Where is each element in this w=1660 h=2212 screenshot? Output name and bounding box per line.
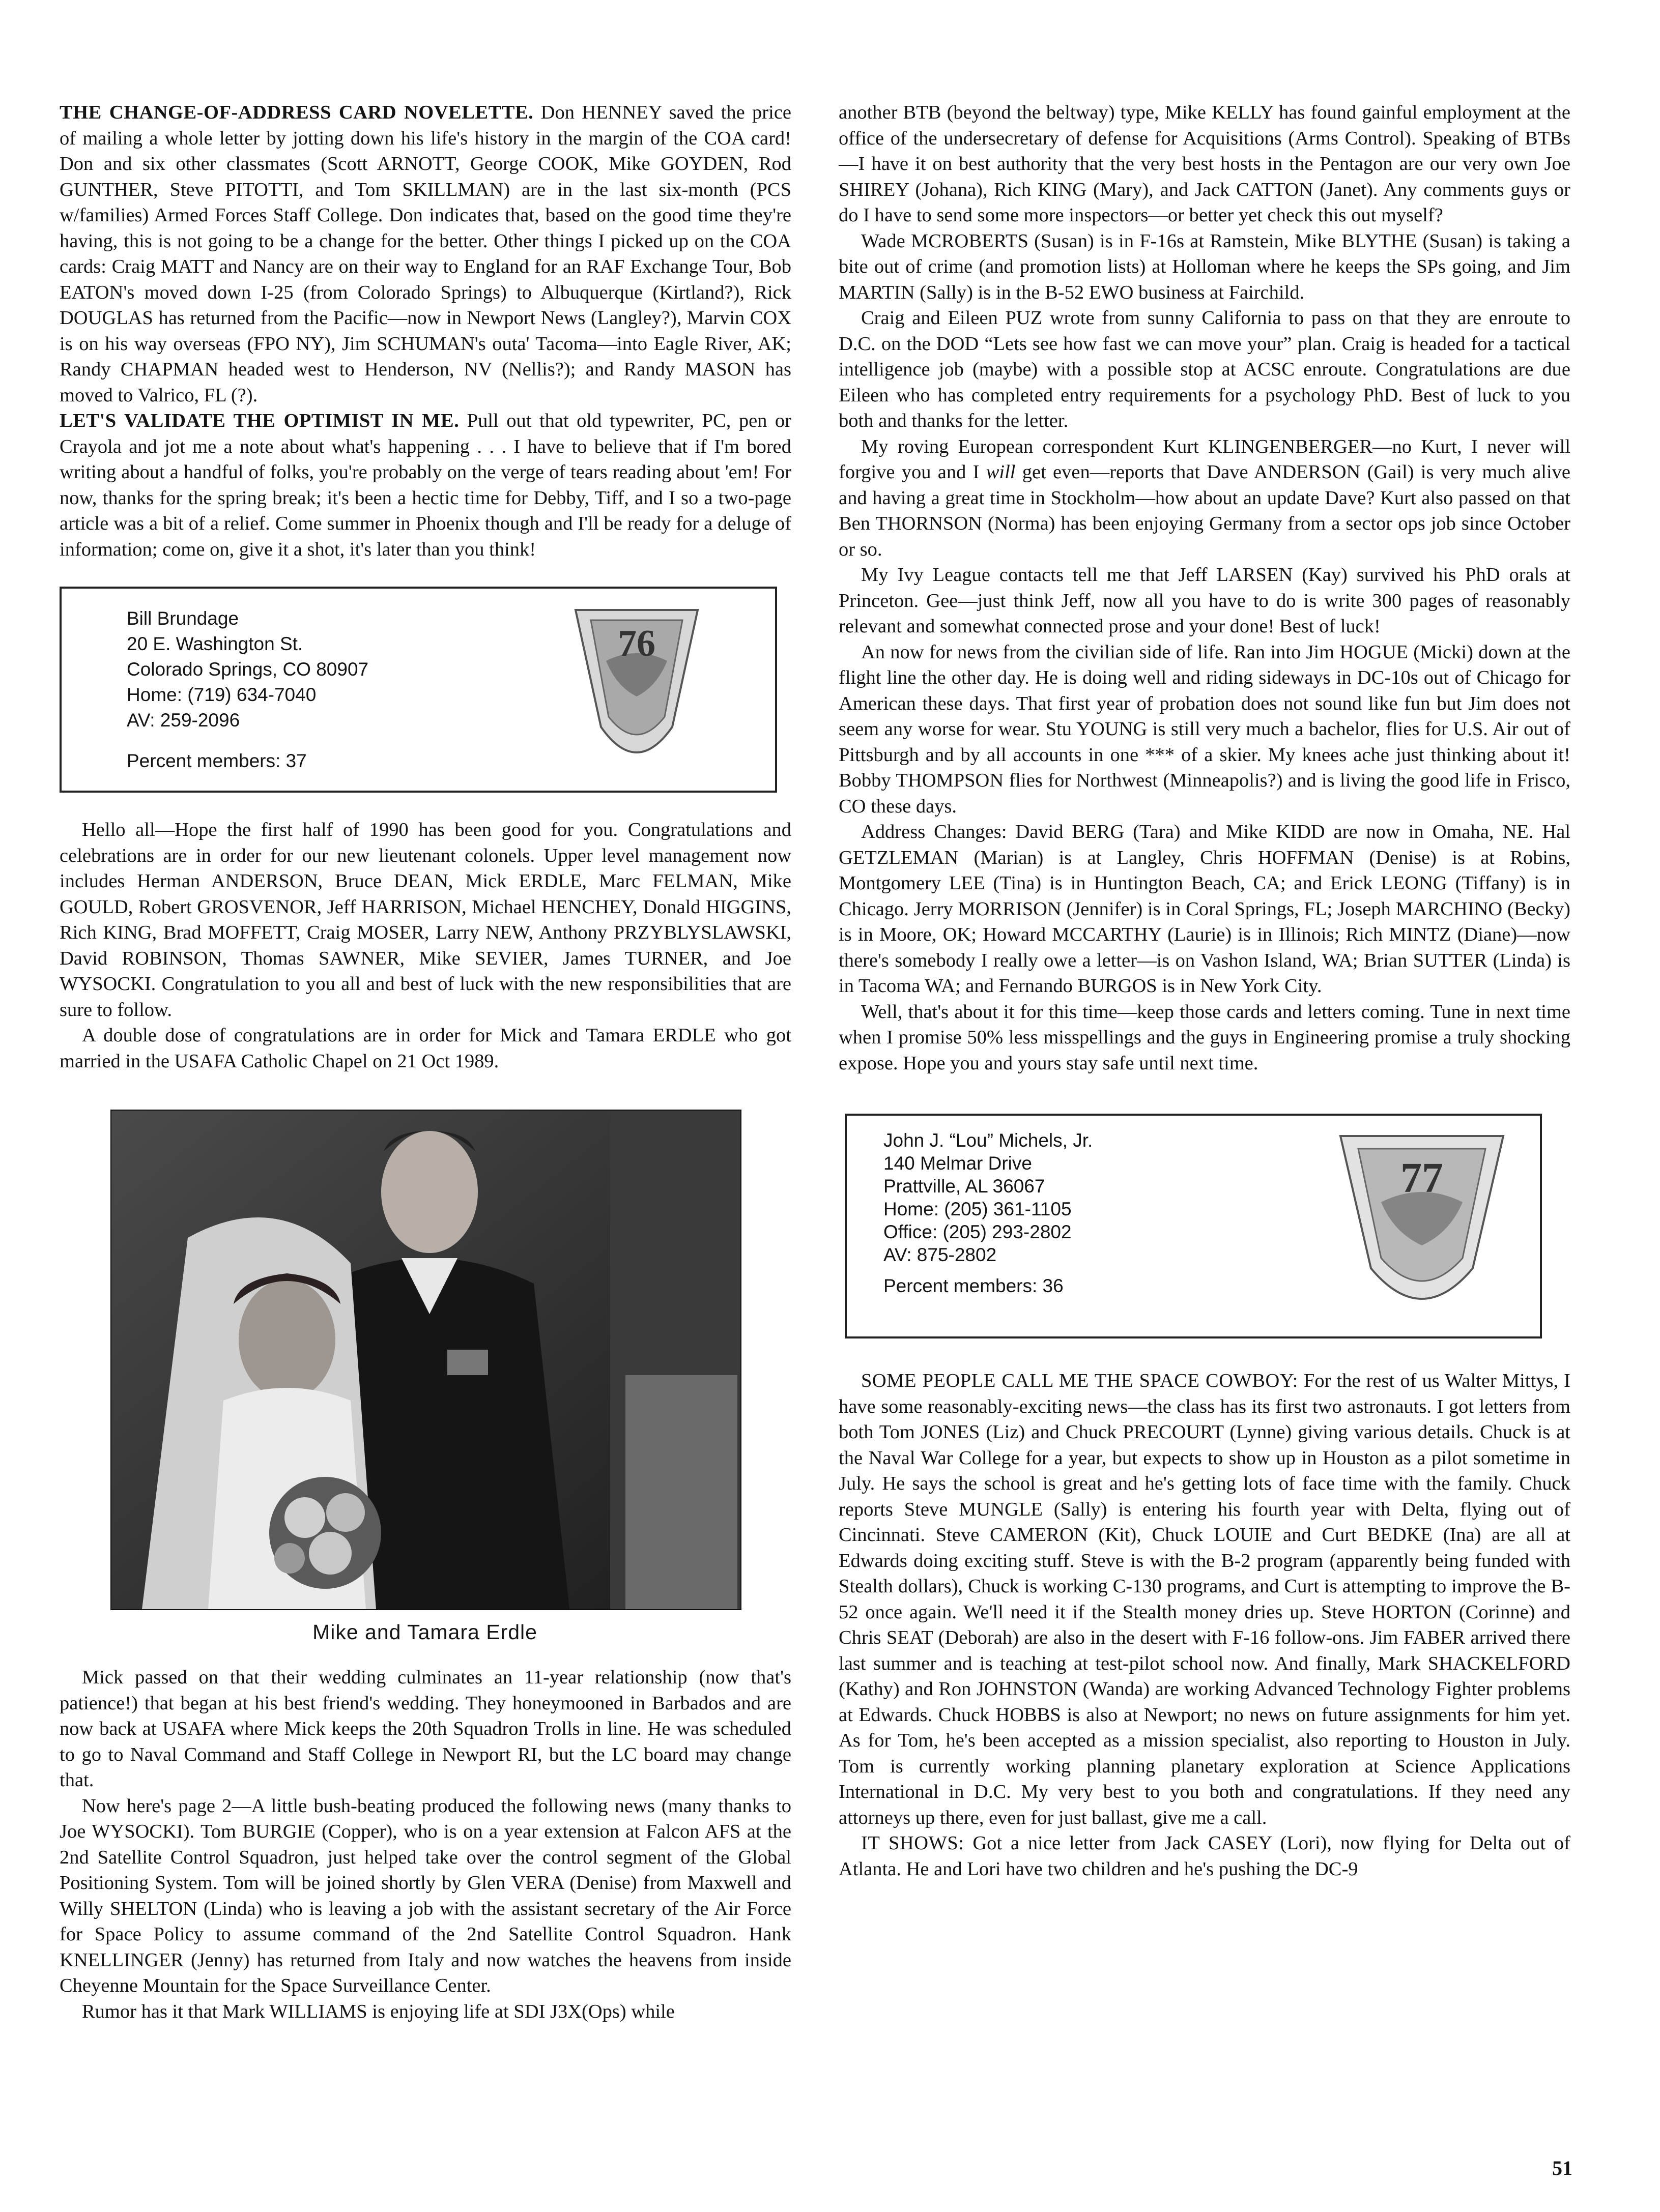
wedding-photo-image — [111, 1111, 740, 1609]
percent-members-77: Percent members: 36 — [883, 1275, 1064, 1296]
contact-address — [127, 606, 368, 774]
contact-name: Bill Brundage — [127, 608, 239, 629]
contact-street: 20 E. Washington St. — [127, 633, 303, 654]
contact-name-77: John J. “Lou” Michels, Jr. — [883, 1130, 1093, 1151]
heading-space-cowboy: SOME PEOPLE CALL ME THE SPACE COWBOY: — [861, 1370, 1298, 1391]
class-crest-77-icon — [1335, 1126, 1508, 1329]
contact-home-phone: Home: (719) 634-7040 — [127, 684, 317, 705]
paragraph-civilian: An now for news from the civilian side of life. Ran into Jim HOGUE (Micki) down at the flight line the other day. He is doing well and riding sideways in DC-10s out of Chicago for American these days. That first year of probation does not sound like fun but Jim does not seem any worse for wear. Stu YOUNG is still very much a bachelor, flies for U.S. Air out of Pittsburgh and by all accounts in one *** of a skier. My knees ache just thinking about it! Bobby THOMPSON flies for Northwest (Minneapolis?) and is living the good life in Frisco, CO these days. — [839, 641, 1570, 817]
wedding-photo — [110, 1110, 741, 1610]
crest-76-label: 76 — [618, 623, 655, 664]
contact-city-77: Prattville, AL 36067 — [883, 1176, 1045, 1197]
paragraph-mcroberts: Wade MCROBERTS (Susan) is in F-16s at Ramstein, Mike BLYTHE (Susan) is taking a bite out of crime (and promotion lists) at Holloman where he keeps the SPs going, and Jim MARTIN (Sally) is in the B-52 EWO business at Fairchild. — [839, 230, 1570, 303]
paragraph-european-emphasis: will — [986, 461, 1016, 483]
crest-77-label: 77 — [1400, 1154, 1443, 1202]
paragraph-rumor: Rumor has it that Mark WILLIAMS is enjoying life at SDI J3X(Ops) while — [82, 2000, 675, 2022]
left-column — [60, 100, 791, 2024]
heading-it-shows: IT SHOWS: — [861, 1832, 964, 1854]
paragraph-space-cowboy — [839, 1368, 1570, 1830]
contact-office-phone-77: Office: (205) 293-2802 — [883, 1221, 1072, 1242]
paragraph-optimist-text: Pull out that old typewriter, PC, pen or Crayola and jot me a note about what's happening . . . I have to believe that if I'm bored writing about a handful of folks, you're probably on the verge of tears reading about 'em! For now, thanks for the spring break; it's been a hectic time for Debby, Tiff, and I so a two-page article was a bit of a relief. Come summer in Phoenix though and I'll be ready for a deluge of information; come on, give it a shot, it's later than you think! — [60, 410, 791, 560]
heading-coa: THE CHANGE-OF-ADDRESS CARD NOVELETTE. — [60, 102, 534, 123]
contact-av-77: AV: 875-2802 — [883, 1244, 997, 1265]
heading-optimist: LET'S VALIDATE THE OPTIMIST IN ME. — [60, 410, 460, 431]
paragraph-puz: Craig and Eileen PUZ wrote from sunny California to pass on that they are enroute to D.C. on the DOD “Lets see how fast we can move your” plan. Craig is headed for a tactical intelligence job (maybe) with a possible stop at ACSC enroute. Congratulations are due Eileen who has completed entry requirements for a psychology PhD. Best of luck to you both and thanks for the letter. — [839, 307, 1570, 431]
class-76-contact-box — [60, 587, 777, 793]
paragraph-coa — [60, 100, 791, 408]
paragraph-european-part1: My roving European correspondent Kurt KLINGENBERGER—no Kurt, I never will forgive you and I — [839, 435, 1570, 483]
paragraph-double-dose: A double dose of congratulations are in order for Mick and Tamara ERDLE who got married in the USAFA Catholic Chapel on 21 Oct 1989. — [60, 1025, 791, 1072]
paragraph-coa-text: Don HENNEY saved the price of mailing a whole letter by jotting down his life's history in the margin of the COA card! Don and six other classmates (Scott ARNOTT, George COOK, Mike GOYDEN, Rod GUNTHER, Steve PITOTTI, and Tom SKILLMAN) are in the last six-month (PCS w/families) Armed Forces Staff College. Don indicates that, based on the good time they're having, this is not going to be a change for the better. Other things I picked up on the COA cards: Craig MATT and Nancy are on their way to England for an RAF Exchange Tour, Bob EATON's moved down I-25 (from Colorado Springs) to Albuquerque (Kirtland?), Rick DOUGLAS has returned from the Pacific—now in Newport News (Langley?), Marvin COX is on his way overseas (FPO NY), Jim SCHUMAN's outa' Tacoma—into Eagle River, AK; Randy CHAPMAN headed west to Henderson, NV (Nellis?); and Randy MASON has moved to Valrico, FL (?). — [60, 102, 791, 406]
paragraph-it-shows — [839, 1830, 1570, 1882]
paragraph-optimist — [60, 408, 791, 562]
contact-av: AV: 259-2096 — [127, 710, 240, 731]
paragraph-space-cowboy-text: For the rest of us Walter Mittys, I have some reasonably-exciting news—the class has its first two astronauts. I got letters from both Tom JONES (Liz) and Chuck PRECOURT (Lynne) giving various details. Chuck is at the Naval War College for a year, but expects to show up in Houston as a pilot sometime in July. He says the school is great and he's getting lots of face time with the family. Chuck reports Steve MUNGLE (Sally) is entering his fourth year with Delta, flying out of Cincinnati. Steve CAMERON (Kit), Chuck LOUIE and Curt BEDKE (Ina) are all at Edwards doing exciting stuff. Steve is with the B-2 program (apparently being funded with Stealth dollars), Chuck is working C-130 programs, and Curt is attempting to improve the B-52 once again. We'll need it if the Stealth money dries up. Steve HORTON (Corinne) and Chris SEAT (Deborah) are also in the desert with F-16 follow-ons. Jim FABER arrived there last summer and is teaching at test-pilot school now. And finally, Mark SHACKELFORD (Kathy) and Ron JOHNSTON (Wanda) are working Advanced Technology Fighter problems at Edwards. Chuck HOBBS is also at Newport; no news on future assignments for him yet. As for Tom, he's been accepted as a mission specialist, also reporting to Houston in July. Tom is currently working planning planetary exploration at Science Applications International in D.C. My very best to you both and congratulations. If they need any attorneys up there, even for just ballast, give me a call. — [839, 1370, 1571, 1828]
paragraph-page-two: Now here's page 2—A little bush-beating produced the following news (many thanks to Joe WYSOCKI). Tom BURGIE (Copper), who is on a year extension at Falcon AFS at the 2nd Satellite Control Squadron, just helped take over the control segment of the Global Positioning System. Tom will be joined shortly by Glen VERA (Denise) from Maxwell and Willy SHELTON (Linda) who is leaving a job with the assistant secretary of the Air Force for Space Policy to assume command of the 2nd Satellite Control Squadron. Hank KNELLINGER (Jenny) has returned from Italy and now watches the heavens from inside Cheyenne Mountain for the Space Surveillance Center. — [60, 1795, 791, 1996]
paragraph-hello: Hello all—Hope the first half of 1990 has been good for you. Congratulations and celebrations are in order for our new lieutenant colonels. Upper level management now includes Herman ANDERSON, Bruce DEAN, Mick ERDLE, Marc FELMAN, Mike GOULD, Robert GROSVENOR, Jeff HARRISON, Michael HENCHEY, Donald HIGGINS, Rich KING, Brad MOFFETT, Craig MOSER, Larry NEW, Anthony PRZYBLYSLAWSKI, David ROBINSON, Thomas SAWNER, Mike SEVIER, James TURNER, and Joe WYSOCKI. Congratulation to you all and best of luck with the new responsibilities that are sure to follow. — [60, 819, 791, 1021]
paragraph-address-changes: Address Changes: David BERG (Tara) and Mike KIDD are now in Omaha, NE. Hal GETZLEMAN (Marian) is at Langley, Chris HOFFMAN (Denise) is at Robins, Montgomery LEE (Tina) is in Huntington Beach, CA; and Erick LEONG (Tiffany) is in Chicago. Jerry MORRISON (Jennifer) is in Coral Springs, FL; Joseph MARCHINO (Becky) is in Moore, OK; Howard MCCARTHY (Laurie) is in Illinois; Rich MINTZ (Diane)—now there's somebody I really owe a letter—is on Vashon Island, WA; Brian SUTTER (Linda) is in Tacoma WA; and Fernando BURGOS is in New York City. — [839, 821, 1570, 997]
contact-street-77: 140 Melmar Drive — [883, 1153, 1032, 1174]
paragraph-it-shows-text: Got a nice letter from Jack CASEY (Lori), now flying for Delta out of Atlanta. He and Lori have two children and he's pushing the DC-9 — [839, 1832, 1571, 1880]
paragraph-mick: Mick passed on that their wedding culminates an 11-year relationship (now that's patience!) that began at his best friend's wedding. They honeymooned in Barbados and are now back at USAFA where Mick keeps the 20th Squadron Trolls in line. He was scheduled to go to Naval Command and Staff College in Newport RI, but the LC board may change that. — [60, 1667, 791, 1791]
paragraph-closing: Well, that's about it for this time—keep those cards and letters coming. Tune in next time when I promise 50% less misspellings and the guys in Engineering promise a truly shocking expose. Hope you and yours stay safe until next time. — [839, 1001, 1570, 1074]
page-number: 51 — [1552, 2157, 1572, 2179]
contact-home-phone-77: Home: (205) 361-1105 — [883, 1199, 1072, 1219]
paragraph-btb: another BTB (beyond the beltway) type, Mike KELLY has found gainful employment at the office of the undersecretary of defense for Acquisitions (Arms Control). Speaking of BTBs—I have it on best authority that the very best hosts in the Pentagon are our very own Joe SHIREY (Johana), Rich KING (Mary), and Jack CATTON (Janet). Any comments guys or do I have to send some more inspectors—or better yet check this out myself? — [839, 102, 1570, 226]
paragraph-ivy-league: My Ivy League contacts tell me that Jeff LARSEN (Kay) survived his PhD orals at Princeton. Gee—just think Jeff, now all you have to do is write 300 pages of reasonably relevant and somewhat connected prose and your done! Best of luck! — [839, 564, 1570, 637]
contact-address-77 — [883, 1129, 1093, 1297]
class-crest-76-icon — [570, 600, 703, 778]
contact-city: Colorado Springs, CO 80907 — [127, 659, 369, 680]
photo-caption: Mike and Tamara Erdle — [312, 1620, 537, 1644]
paragraph-european — [839, 434, 1570, 563]
percent-members: Percent members: 37 — [127, 750, 307, 771]
right-column — [839, 100, 1570, 1882]
class-77-contact-box — [845, 1114, 1542, 1338]
paragraph-european-part2: get even—reports that Dave ANDERSON (Gail) is very much alive and having a great time in Stockholm—how about an update Dave? Kurt also passed on that Ben THORNSON (Norma) has been enjoying Germany from a sector ops job since October or so. — [839, 461, 1571, 560]
